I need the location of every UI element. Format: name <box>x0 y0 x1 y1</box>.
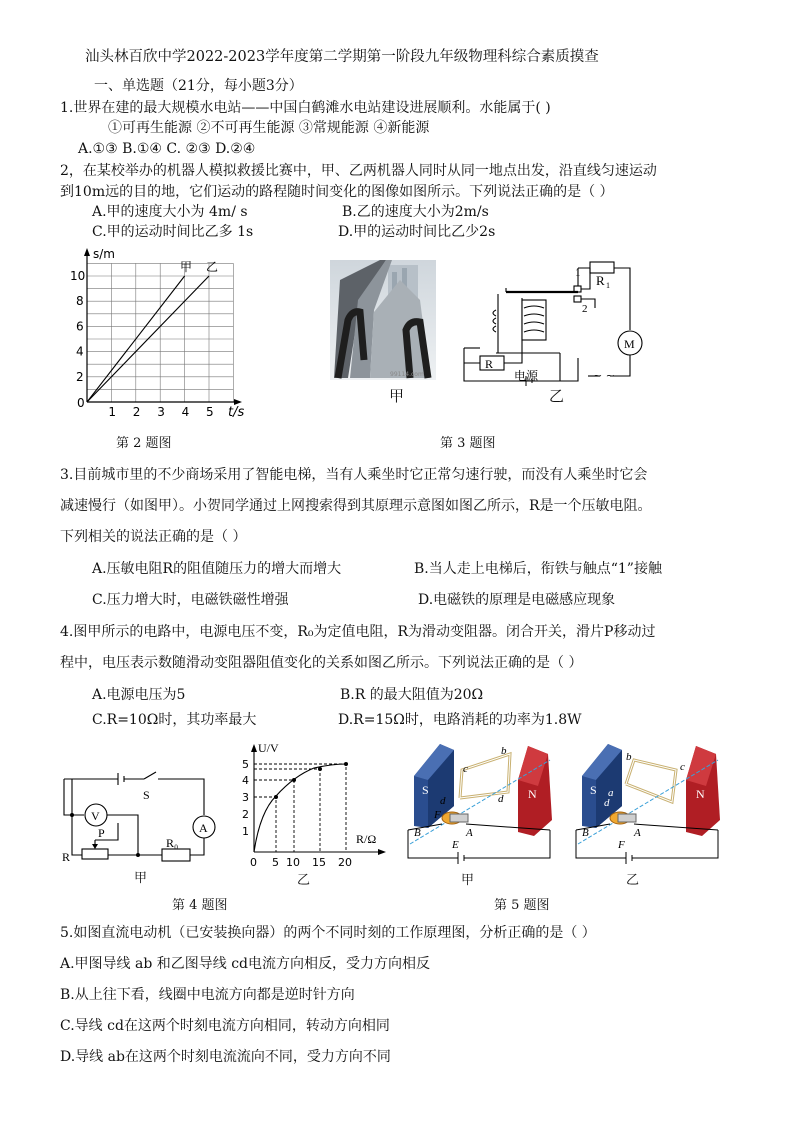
q4-option-a: A.电源电压为5 <box>92 687 186 703</box>
q3-option-d: D.电磁铁的原理是电磁感应现象 <box>418 592 616 608</box>
fig5-yi-f: F <box>618 839 625 851</box>
fig5-yi-c: c <box>680 761 685 773</box>
fig2-origin: 0 <box>77 396 85 410</box>
fig4-r0-box <box>162 849 190 861</box>
fig4-ytick-1: 1 <box>242 825 249 838</box>
q3-stem-line3: 下列相关的说法正确的是（ ） <box>60 529 247 545</box>
fig2-ylabel: s/m <box>93 247 115 261</box>
page-title: 汕头林百欣中学2022-2023学年度第二学期第一阶段九年级物理科综合素质摸查 <box>85 49 599 65</box>
q2-option-c: C.甲的运动时间比乙多 1s <box>92 224 254 240</box>
fig3-power-label: 电源 <box>514 369 539 383</box>
fig5-jia-b-cap: B <box>414 827 421 839</box>
fig5-jia-f: F <box>434 809 441 821</box>
fig4-rheostat-box <box>82 849 108 859</box>
fig5-yi-b: b <box>626 751 632 763</box>
fig3-escalator-photo <box>330 260 436 380</box>
fig2-xtick: 4 <box>181 405 190 419</box>
fig4-ytick-4: 4 <box>242 774 249 787</box>
q3-option-b: B.当人走上电梯后，衔铁与触点“1”接触 <box>414 561 662 577</box>
fig2-ytick: 8 <box>76 294 84 309</box>
fig5-jia-c: c <box>463 763 468 775</box>
fig5-yi-south: S <box>590 783 597 797</box>
fig5-caption: 第 5 题图 <box>494 898 550 913</box>
q2-option-d: D.甲的运动时间比乙少2s <box>338 224 496 240</box>
fig5-label-jia: 甲 <box>461 873 475 888</box>
fig4-r0-label: R₀ <box>166 836 179 850</box>
fig3-label-yi: 乙 <box>549 387 565 405</box>
fig2-xlabel: t/s <box>228 405 245 420</box>
q1-options: A.①③ B.①④ C. ②③ D.②④ <box>78 141 256 157</box>
fig4-xlabel: R/Ω <box>356 832 377 846</box>
fig5-jia-e: E <box>452 839 459 851</box>
fig5-jia-d2: d <box>498 793 504 805</box>
q2-option-a: A.甲的速度大小为 4m/ s <box>92 204 248 220</box>
q5-option-a: A.甲图导线 ab 和乙图导线 cd电流方向相反，受力方向相反 <box>60 956 431 972</box>
q2-option-b: B.乙的速度大小为2m/s <box>342 204 489 220</box>
fig3-r1-box <box>590 262 614 273</box>
fig3-r1-label: R <box>596 273 605 288</box>
fig3-r-label: R <box>485 357 494 371</box>
fig2-xtick: 3 <box>157 405 165 419</box>
q4-option-c: C.R=10Ω时，其功率最大 <box>92 712 257 728</box>
fig4-ytick-3: 3 <box>242 791 249 804</box>
q5-option-b: B.从上往下看，线圈中电流方向都是逆时针方向 <box>60 987 355 1003</box>
fig4-xtick-15: 15 <box>312 856 326 869</box>
svg-text:~ ~: ~ ~ <box>593 369 615 382</box>
fig5-yi-north: N <box>696 787 705 801</box>
fig4-graph-label: 乙 <box>297 873 311 888</box>
fig4-xtick-5: 5 <box>272 856 279 869</box>
fig4-ammeter-label: A <box>199 821 208 835</box>
fig2-xtick: 2 <box>132 405 141 419</box>
fig3-watermark: 99114.com <box>390 371 424 378</box>
fig4-switch-label: S <box>143 788 150 802</box>
fig2-series-yi-label: 乙 <box>206 260 219 274</box>
fig2-xtick: 5 <box>206 405 214 419</box>
fig2-y-arrow <box>84 248 90 256</box>
q3-option-c: C.压力增大时，电磁铁磁性增强 <box>92 592 289 608</box>
fig2-caption: 第 2 题图 <box>116 436 172 451</box>
fig4-curve <box>254 764 346 852</box>
fig3-label-jia: 甲 <box>389 387 405 405</box>
fig4-voltmeter-label: V <box>91 809 100 823</box>
fig3-contact-2: 2 <box>582 303 588 315</box>
q4-option-d: D.R=15Ω时，电路消耗的功率为1.8W <box>338 712 582 728</box>
fig4-xtick-20: 20 <box>338 856 352 869</box>
fig3-r1-sub: 1 <box>606 281 610 290</box>
fig2-grid <box>87 263 233 402</box>
q4-stem-line1: 4.图甲所示的电路中，电源电压不变，R₀为定值电阻，R为滑动变阻器。闭合开关，滑片P移动过 <box>60 624 656 640</box>
fig2-xtick: 1 <box>108 405 117 419</box>
q1-items: ①可再生能源 ②不可再生能源 ③常规能源 ④新能源 <box>108 120 430 136</box>
fig5-motor-jia <box>400 740 560 865</box>
q5-option-c: C.导线 cd在这两个时刻电流方向相同，转动方向相同 <box>60 1018 390 1034</box>
fig2-series-jia-label: 甲 <box>180 260 193 274</box>
fig5-label-yi: 乙 <box>626 873 640 888</box>
fig3-contact-1: 1 <box>575 267 581 279</box>
fig4-circuit <box>58 765 218 885</box>
q4-stem-line2: 程中，电压表示数随滑动变阻器阻值变化的关系如图乙所示。下列说法正确的是（ ） <box>60 655 583 671</box>
q5-option-d: D.导线 ab在这两个时刻电流流向不同，受力方向不同 <box>60 1049 391 1065</box>
fig4-circuit-label: 甲 <box>134 871 148 886</box>
fig4-slider-label: P <box>98 826 105 840</box>
fig4-ytick-2: 2 <box>242 808 249 821</box>
q2-stem-line1: 2，在某校举办的机器人模拟救援比赛中，甲、乙两机器人同时从同一地点出发，沿直线匀速运动 <box>60 163 657 179</box>
fig2-ytick: 6 <box>76 319 84 334</box>
fig5-jia-a-cap: A <box>466 827 473 839</box>
fig3-caption: 第 3 题图 <box>440 436 496 451</box>
q1-stem: 1.世界在建的最大规模水电站——中国白鹤滩水电站建设进展顺利。水能属于( ) <box>60 100 551 116</box>
fig3-motor-label: M <box>624 337 635 351</box>
fig2-ytick: 2 <box>76 369 84 384</box>
fig2-st-graph <box>60 246 260 426</box>
fig2-ytick: 10 <box>70 269 86 283</box>
fig2-ytick: 4 <box>76 344 84 359</box>
fig5-yi-a-cap: A <box>634 827 641 839</box>
fig4-ur-graph <box>232 740 402 875</box>
fig4-rheostat-label: R <box>62 850 71 864</box>
q3-stem-line2: 减速慢行（如图甲）。小贺同学通过上网搜索得到其原理示意图如图乙所示，R是一个压敏电阻。 <box>60 498 652 514</box>
q3-option-a: A.压敏电阻R的阻值随压力的增大而增大 <box>92 561 342 577</box>
fig4-ylabel: U/V <box>258 741 279 755</box>
fig3-relay-circuit <box>460 258 650 388</box>
fig4-caption: 第 4 题图 <box>172 898 228 913</box>
q2-stem-line2: 到10m远的目的地，它们运动的路程随时间变化的图像如图所示。下列说法正确的是（ ） <box>60 184 614 200</box>
fig4-ytick-5: 5 <box>242 758 249 771</box>
fig5-motor-yi <box>568 740 728 865</box>
fig5-yi-b-cap: B <box>582 827 589 839</box>
fig5-jia-north: N <box>528 787 537 801</box>
fig5-jia-b: b <box>501 745 507 757</box>
q3-stem-line1: 3.目前城市里的不少商场采用了智能电梯，当有人乘坐时它正常匀速行驶，而没有人乘坐时它会 <box>60 467 648 483</box>
fig5-yi-a: a <box>608 787 614 799</box>
fig5-jia-d: d <box>440 795 446 807</box>
q5-stem: 5.如图直流电动机（已安装换向器）的两个不同时刻的工作原理图，分析正确的是（ ） <box>60 925 596 941</box>
fig5-yi-d: d <box>604 797 610 809</box>
q4-option-b: B.R 的最大阻值为20Ω <box>340 687 484 703</box>
fig4-xtick-10: 10 <box>286 856 300 869</box>
fig5-jia-south: S <box>422 783 429 797</box>
section-heading: 一、单选题（21分，每小题3分） <box>94 78 303 94</box>
fig4-xtick-0: 0 <box>250 856 257 869</box>
